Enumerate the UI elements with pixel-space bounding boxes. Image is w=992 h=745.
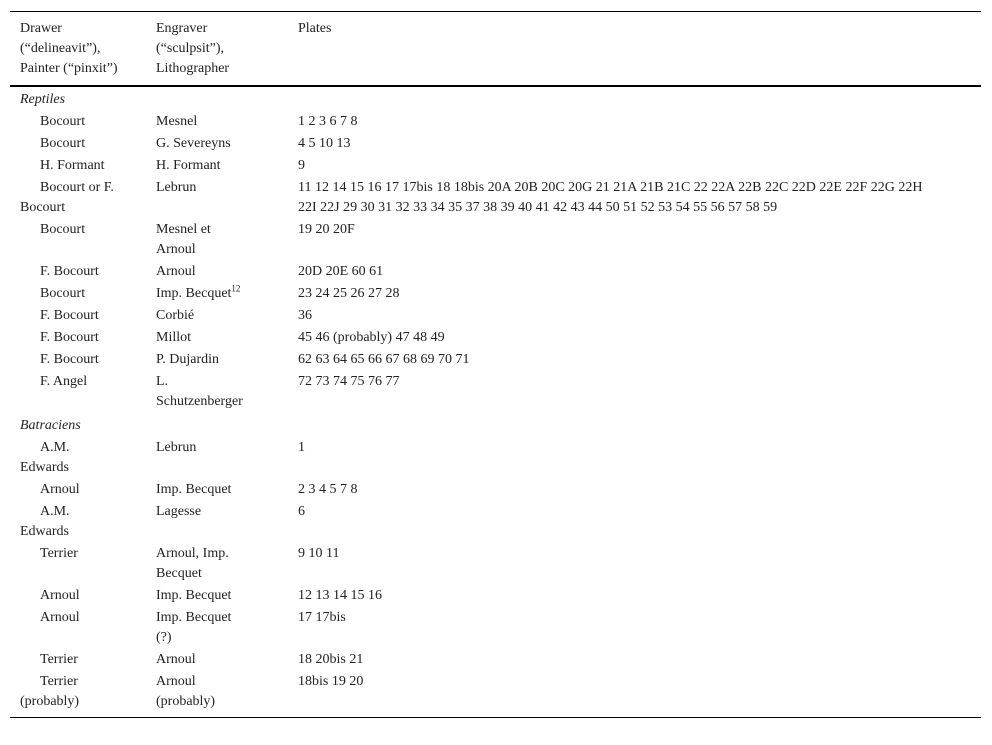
table-row	[10, 155, 981, 177]
table-row	[10, 261, 981, 283]
drawer-cell: Bocourt or F. Bocourt	[20, 180, 114, 215]
engraver-cell: Imp. Becquet	[156, 482, 232, 497]
plates-cell: 2 3 4 5 7 8	[298, 482, 358, 497]
engraver-cell: Millot	[156, 330, 192, 345]
plates-cell: 72 73 74 75 76 77	[298, 374, 400, 389]
engraver-cell: L. Schutzenberger	[156, 374, 243, 409]
plates-cell: 20D 20E 60 61	[298, 264, 384, 279]
drawer-cell: F. Bocourt	[40, 330, 99, 345]
drawer-cell: Terrier (probably)	[20, 674, 80, 709]
drawer-cell: H. Formant	[40, 158, 105, 173]
drawer-cell: F. Bocourt	[40, 264, 99, 279]
header-engraver-line: (“sculpsit”),	[156, 41, 225, 56]
plates-cell: 6	[298, 504, 305, 519]
drawer-cell: A.M. Edwards	[20, 440, 70, 475]
section-title: Reptiles	[20, 92, 66, 107]
engraver-cell: Lagesse	[156, 504, 202, 519]
header-drawer-line: Drawer	[20, 21, 62, 36]
table-bottom-rule	[10, 717, 981, 718]
plates-cell: 18bis 19 20	[298, 674, 364, 689]
drawer-cell: Terrier	[40, 652, 78, 667]
table-row	[10, 585, 981, 607]
table-row	[10, 305, 981, 327]
table-row	[10, 177, 981, 219]
drawer-cell: Bocourt	[40, 286, 86, 301]
table-row	[10, 649, 981, 671]
header-engraver-line: Lithographer	[156, 61, 230, 76]
header-drawer	[10, 19, 156, 79]
drawer-cell: F. Bocourt	[40, 308, 99, 323]
engraver-cell: Imp. Becquet	[156, 588, 232, 603]
plates-cell: 23 24 25 26 27 28	[298, 286, 400, 301]
plates-cell: 9 10 11	[298, 546, 340, 561]
plates-cell: 45 46 (probably) 47 48 49	[298, 330, 445, 345]
drawer-cell: F. Angel	[40, 374, 88, 389]
header-drawer-line: Painter (“pinxit”)	[20, 61, 118, 76]
table-row	[10, 437, 981, 479]
engraver-cell: H. Formant	[156, 158, 221, 173]
engraver-cell: G. Severeyns	[156, 136, 231, 151]
plates-cell: 11 12 14 15 16 17 17bis 18 18bis 20A 20B 20C 20G 21 21A 21B 21C 22 22A 22B 22C 22D 22E 22F 22G 22H 22I 22J 29 30 31 32 33 34 35 37 38 39 40 41 42 43 44 50 51 52 53 54 55 56 57 58 59	[298, 180, 923, 215]
table-header	[10, 12, 981, 85]
table-row	[10, 671, 981, 713]
drawer-cell: F. Bocourt	[40, 352, 99, 367]
table-body	[10, 87, 981, 717]
plates-table	[10, 11, 981, 718]
engraver-cell: Lebrun	[156, 180, 197, 195]
engraver-cell: Imp. Becquet (?)	[156, 610, 232, 645]
engraver-cell: Lebrun	[156, 440, 197, 455]
engraver-cell: Arnoul (probably)	[156, 674, 216, 709]
plates-cell: 9	[298, 158, 305, 173]
plates-cell: 36	[298, 308, 312, 323]
plates-cell: 4 5 10 13	[298, 136, 351, 151]
table-row	[10, 607, 981, 649]
table-row	[10, 327, 981, 349]
drawer-cell: A.M. Edwards	[20, 504, 70, 539]
engraver-cell: Mesnel et Arnoul	[156, 222, 211, 257]
engraver-cell: Arnoul, Imp. Becquet	[156, 546, 229, 581]
plates-cell: 17 17bis	[298, 610, 346, 625]
drawer-cell: Bocourt	[40, 222, 86, 237]
engraver-cell: Arnoul	[156, 652, 196, 667]
table-row	[10, 219, 981, 261]
drawer-cell: Bocourt	[40, 136, 86, 151]
drawer-cell: Arnoul	[40, 482, 80, 497]
table-row	[10, 283, 981, 305]
table-row	[10, 371, 981, 413]
table-row	[10, 349, 981, 371]
table-row	[10, 111, 981, 133]
engraver-cell: P. Dujardin	[156, 352, 219, 367]
footnote-marker: 12	[231, 283, 241, 294]
header-drawer-line: (“delineavit”),	[20, 41, 101, 56]
drawer-cell: Arnoul	[40, 610, 80, 625]
plates-cell: 18 20bis 21	[298, 652, 364, 667]
engraver-cell: Corbié	[156, 308, 195, 323]
header-engraver-line: Engraver	[156, 21, 208, 36]
table-row	[10, 479, 981, 501]
header-engraver	[156, 19, 298, 79]
engraver-cell: Arnoul	[156, 264, 196, 279]
plates-cell: 1 2 3 6 7 8	[298, 114, 358, 129]
drawer-cell: Bocourt	[40, 114, 86, 129]
table-row	[10, 501, 981, 543]
engraver-cell: Imp. Becquet$^{12}$	[156, 283, 241, 301]
plates-cell: 62 63 64 65 66 67 68 69 70 71	[298, 352, 470, 367]
plates-cell: 12 13 14 15 16	[298, 588, 382, 603]
table-row	[10, 133, 981, 155]
header-plates: Plates	[298, 21, 332, 36]
drawer-cell: Terrier	[40, 546, 78, 561]
engraver-cell: Mesnel	[156, 114, 198, 129]
table-row	[10, 543, 981, 585]
section-title: Batraciens	[20, 418, 81, 433]
plates-cell: 1	[298, 440, 305, 455]
plates-cell: 19 20 20F	[298, 222, 355, 237]
drawer-cell: Arnoul	[40, 588, 80, 603]
